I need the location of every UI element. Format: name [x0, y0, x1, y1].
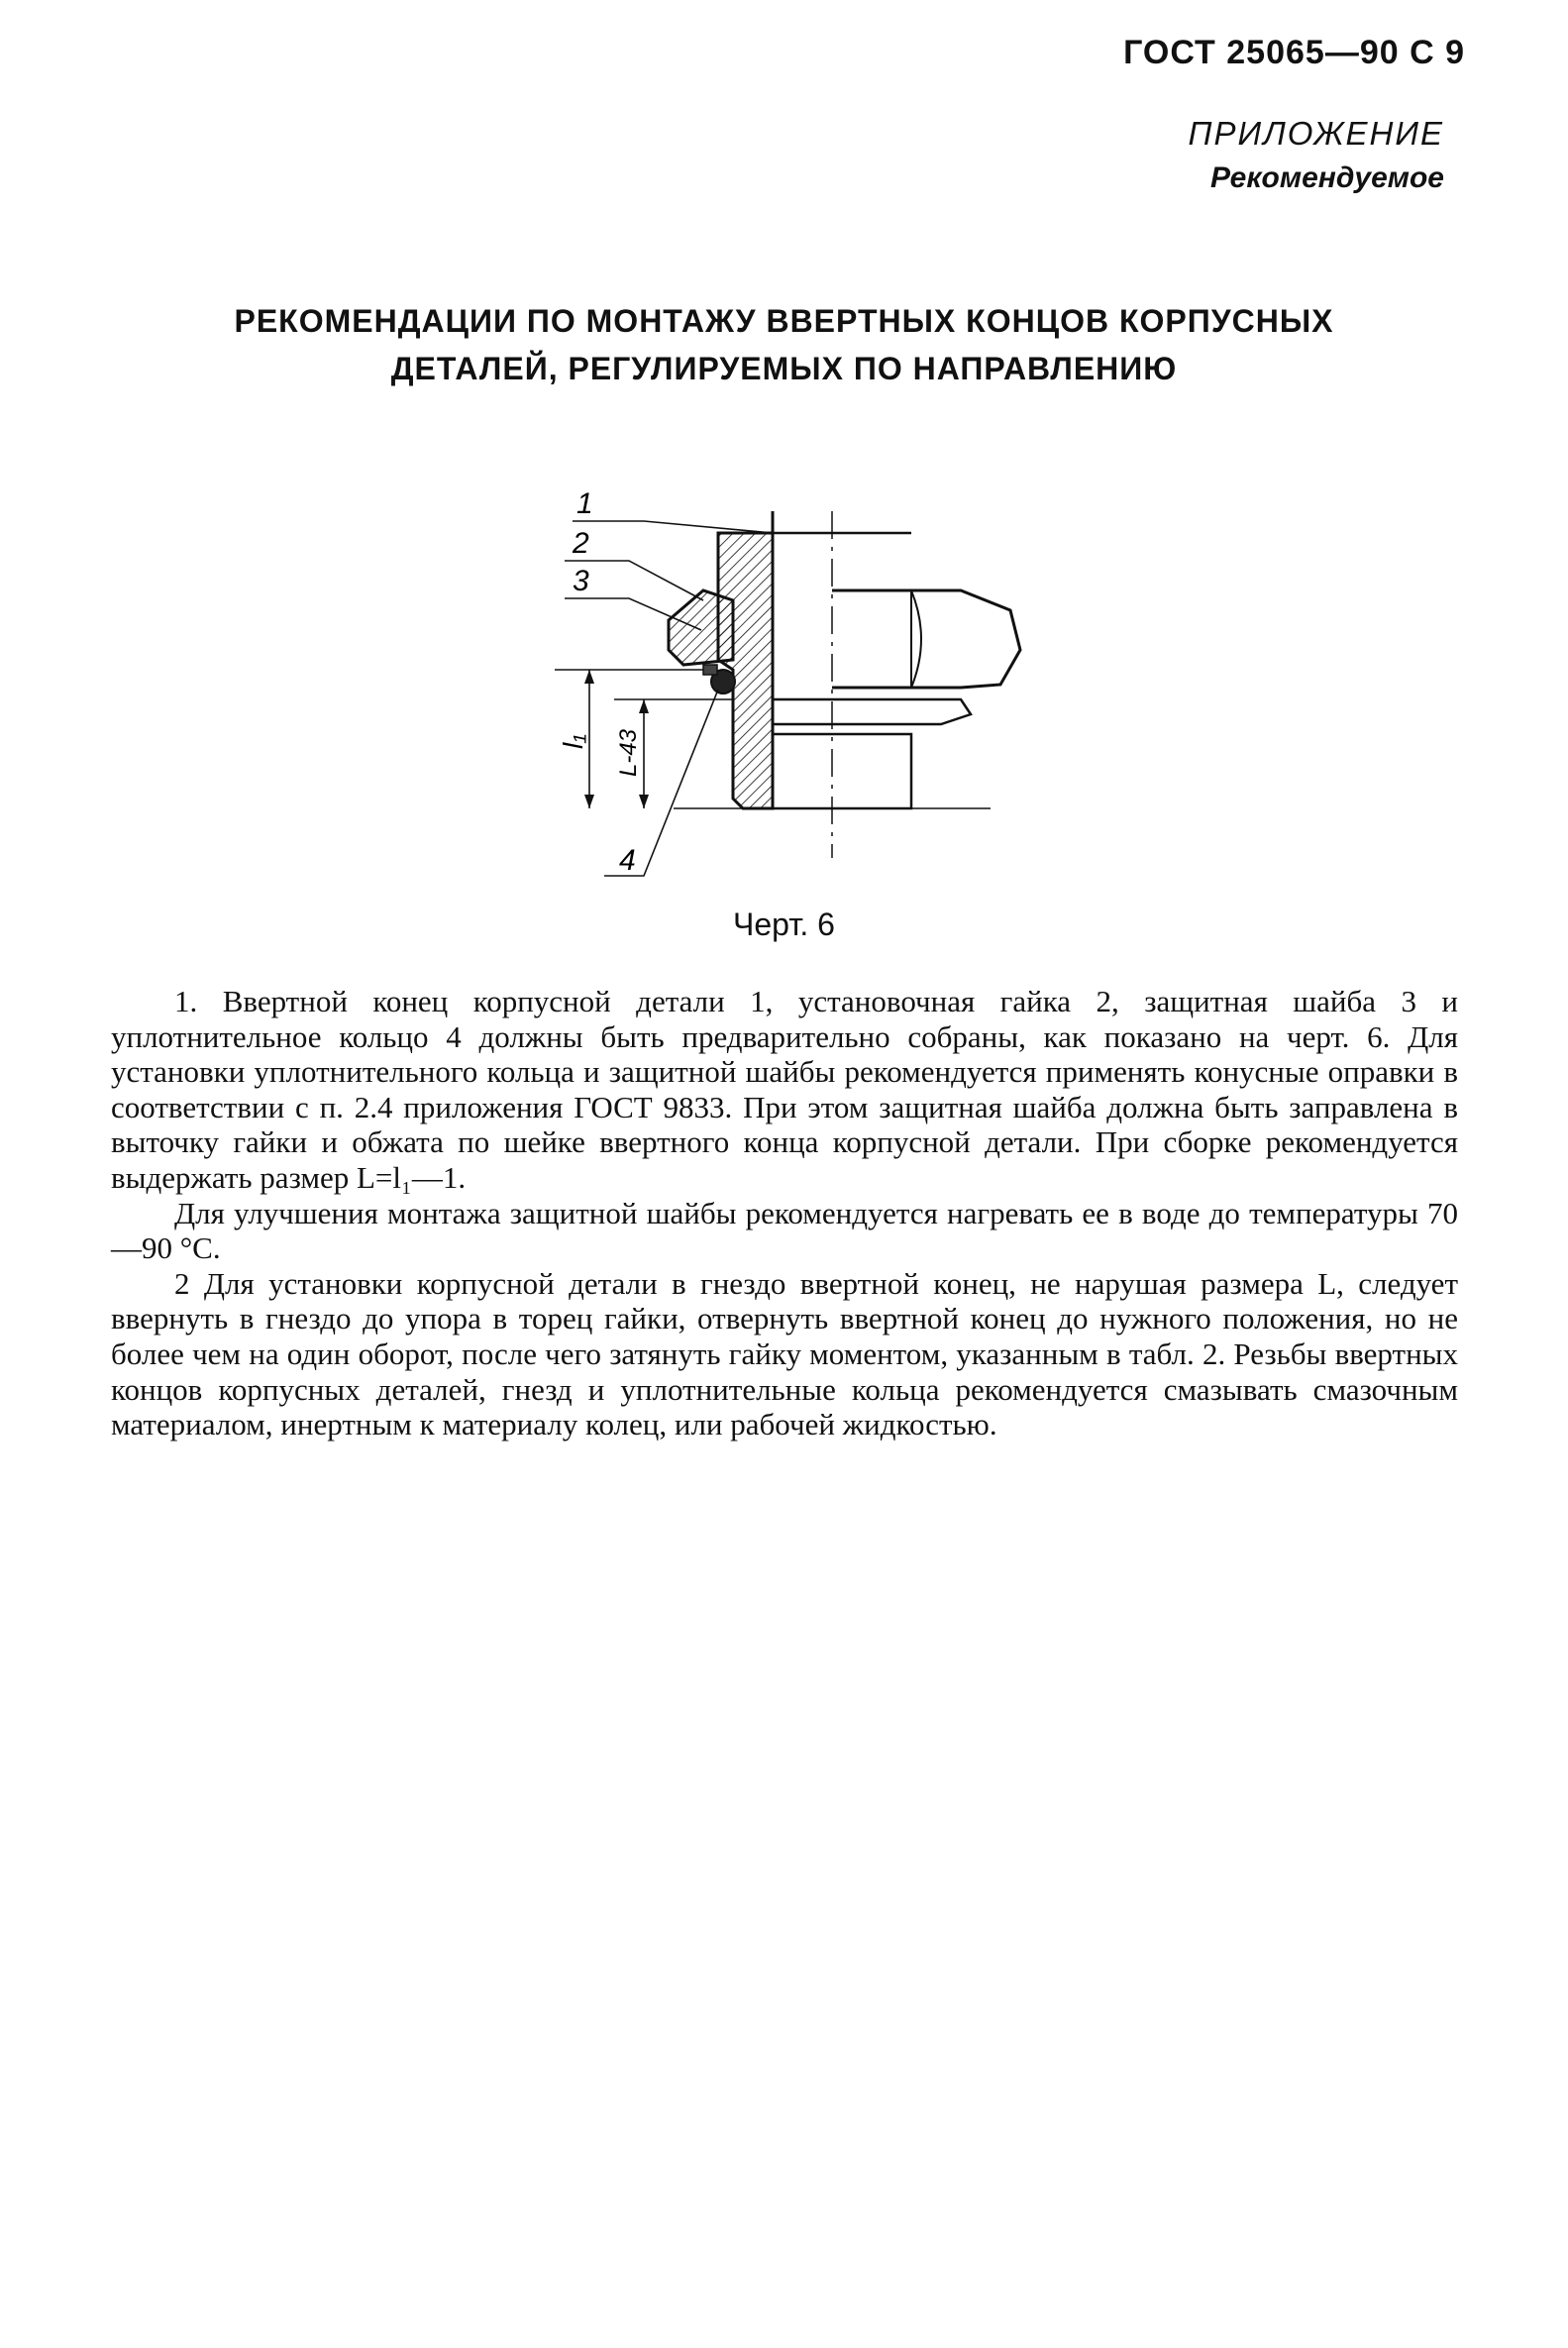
washer	[703, 665, 717, 675]
dim-l1-label: l₁	[558, 733, 588, 749]
page-header: ГОСТ 25065—90 С 9	[1123, 34, 1465, 71]
nut-section	[669, 590, 733, 665]
paragraph-1: 1. Ввертной конец корпусной детали 1, установочная гайка 2, защитная шайба 3 и уплотнительное кольцо 4 должны быть предварительно собраны, как показано на черт. 6. Для установки уплотнительного кольца и защитной шайбы рекомендуется применять конусные оправки в соответствии с п. 2.4 приложения ГОСТ 9833. При этом защитная шайба должна быть заправлена в выточку гайки и обжата по шейке ввертного конца корпусной детали. При сборке рекомендуется выдержать размер L=l₁—1.	[111, 984, 1458, 1195]
section-title	[0, 297, 1568, 392]
assembly-drawing	[535, 462, 1070, 898]
nut-outline	[832, 590, 1020, 688]
title-line-1: РЕКОМЕНДАЦИИ ПО МОНТАЖУ ВВЕРТНЫХ КОНЦОВ КОРПУСНЫХ	[234, 303, 1334, 339]
dim-l-label: L-43	[615, 728, 642, 777]
title-line-2: ДЕТАЛЕЙ, РЕГУЛИРУЕМЫХ ПО НАПРАВЛЕНИЮ	[390, 351, 1178, 386]
callout-3: 3	[573, 565, 589, 597]
callout-1: 1	[576, 487, 593, 520]
paragraph-2: Для улучшения монтажа защитной шайбы рекомендуется нагревать ее в воде до температуры 70—90 °С.	[111, 1195, 1458, 1266]
paragraph-3: 2 Для установки корпусной детали в гнездо ввертной конец, не нарушая размера L, следует ввернуть в гнездо до упора в торец гайки, отвернуть ввертной конец до нужного положения, но не более чем на один оборот, после чего затянуть гайку моментом, указанным в табл. 2. Резьбы ввертных концов корпусных деталей, гнезд и уплотнительные кольца рекомендуется смазывать смазочным материалом, инертным к материалу колец, или рабочей жидкостью.	[111, 1265, 1458, 1442]
appendix-status: Рекомендуемое	[1210, 161, 1444, 194]
body-text	[111, 984, 1458, 1442]
callout-2: 2	[573, 527, 589, 560]
callout-4: 4	[619, 844, 636, 877]
appendix-label: ПРИЛОЖЕНИЕ	[1188, 115, 1444, 152]
figure-caption: Черт. 6	[733, 907, 835, 942]
appendix-block	[1189, 111, 1444, 200]
drawing-6	[535, 462, 1070, 898]
